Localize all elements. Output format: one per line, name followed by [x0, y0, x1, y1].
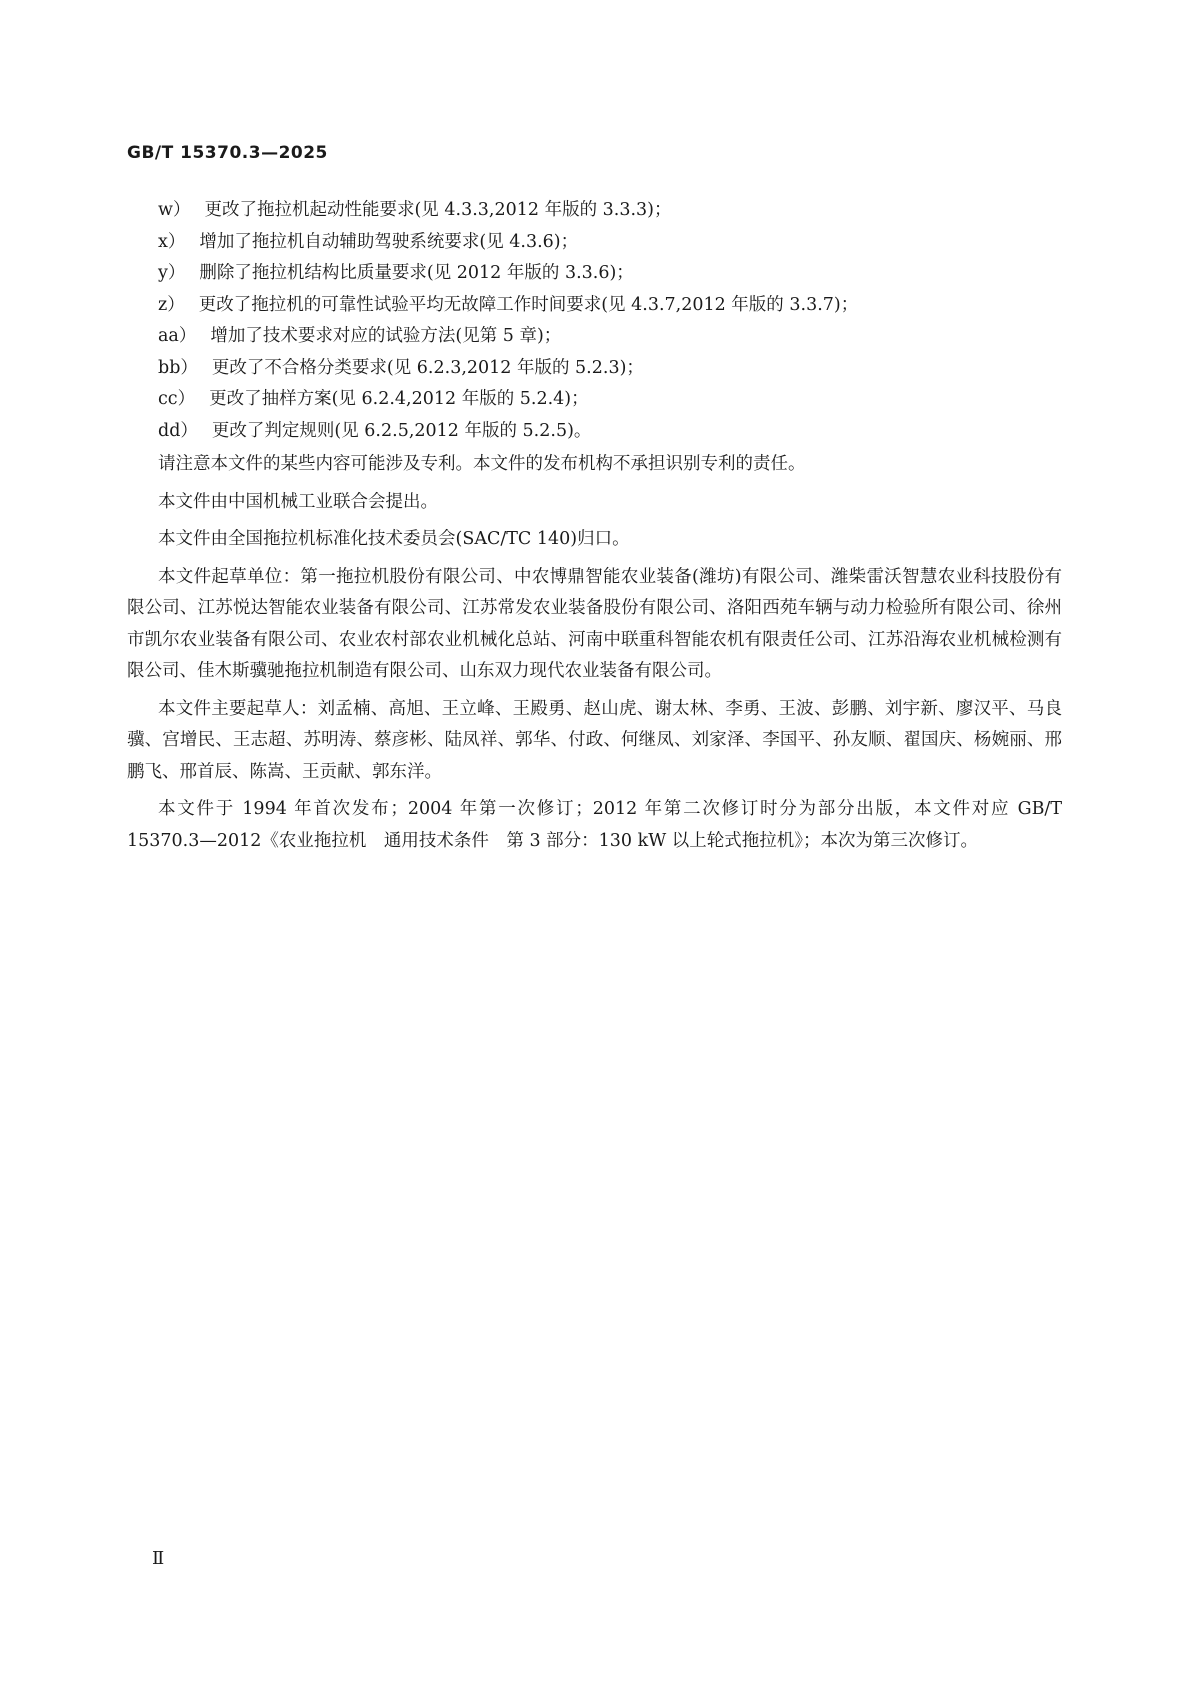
- standard-code: GB/T 15370.3—2025: [127, 143, 328, 163]
- list-item: [127, 384, 1062, 416]
- list-item-text: 更改了判定规则(见 6.2.5,2012 年版的 5.2.5)。: [211, 420, 592, 441]
- list-marker: y）: [158, 263, 186, 283]
- proposed-by: 本文件由中国机械工业联合会提出。: [158, 491, 438, 512]
- list-marker: x）: [158, 231, 186, 252]
- list-item: [127, 290, 1062, 322]
- patent-notice: 请注意本文件的某些内容可能涉及专利。本文件的发布机构不承担识别专利的责任。: [158, 454, 806, 474]
- list-marker: dd）: [158, 420, 198, 441]
- page-number: Ⅱ: [152, 1548, 165, 1569]
- list-marker: cc）: [158, 389, 196, 409]
- list-item: [127, 321, 1062, 353]
- list-item: [127, 353, 1062, 385]
- publication-history: 本文件于 1994 年首次发布；2004 年第一次修订；2012 年第二次修订时分为部分出版，本文件对应 GB/T 15370.3—2012《农业拖拉机 通用技术条件 第 3 部分：130 kW 以上轮式拖拉机》；本次为第三次修订。: [127, 799, 1062, 851]
- list-marker: z）: [158, 294, 185, 315]
- list-item-text: 增加了拖拉机自动辅助驾驶系统要求(见 4.3.6)；: [199, 231, 579, 252]
- list-item-text: 更改了抽样方案(见 6.2.4,2012 年版的 5.2.4)；: [209, 389, 589, 409]
- list-item: [127, 416, 1062, 448]
- list-item-text: 更改了不合格分类要求(见 6.2.3,2012 年版的 5.2.3)；: [211, 357, 644, 378]
- drafting-units: 本文件起草单位：第一拖拉机股份有限公司、中农博鼎智能农业装备(潍坊)有限公司、潍柴雷沃智慧农业科技股份有限公司、江苏悦达智能农业装备有限公司、江苏常发农业装备股份有限公司、洛阳西苑车辆与动力检验所有限公司、徐州市凯尔农业装备有限公司、农业农村部农业机械化总站、河南中联重科智能农机有限责任公司、江苏沿海农业机械检测有限公司、佳木斯骥驰拖拉机制造有限公司、山东双力现代农业装备有限公司。: [127, 566, 1062, 681]
- list-item: [127, 227, 1062, 259]
- list-marker: w）: [158, 200, 191, 220]
- main-drafters: 本文件主要起草人：刘孟楠、高旭、王立峰、王殿勇、赵山虎、谢太林、李勇、王波、彭鹏、刘宇新、廖汉平、马良骥、宫增民、王志超、苏明涛、蔡彦彬、陆凤祥、郭华、付政、何继凤、刘家泽、李国平、孙友顺、翟国庆、杨婉丽、邢鹏飞、邢首辰、陈嵩、王贡献、郭东洋。: [127, 698, 1062, 782]
- change-list: [127, 195, 1062, 447]
- list-item-text: 更改了拖拉机起动性能要求(见 4.3.3,2012 年版的 3.3.3)；: [204, 200, 672, 220]
- list-item: [127, 258, 1062, 290]
- list-item-text: 增加了技术要求对应的试验方法(见第 5 章)；: [210, 326, 562, 346]
- list-item-text: 删除了拖拉机结构比质量要求(见 2012 年版的 3.3.6)；: [199, 263, 634, 283]
- list-item: [127, 195, 1062, 227]
- list-item-text: 更改了拖拉机的可靠性试验平均无故障工作时间要求(见 4.3.7,2012 年版的 3.3.7)；: [198, 294, 859, 315]
- managed-by: 本文件由全国拖拉机标准化技术委员会(SAC/TC 140)归口。: [158, 529, 630, 549]
- list-marker: bb）: [158, 357, 198, 378]
- document-body: [127, 195, 1062, 863]
- list-marker: aa）: [158, 326, 197, 346]
